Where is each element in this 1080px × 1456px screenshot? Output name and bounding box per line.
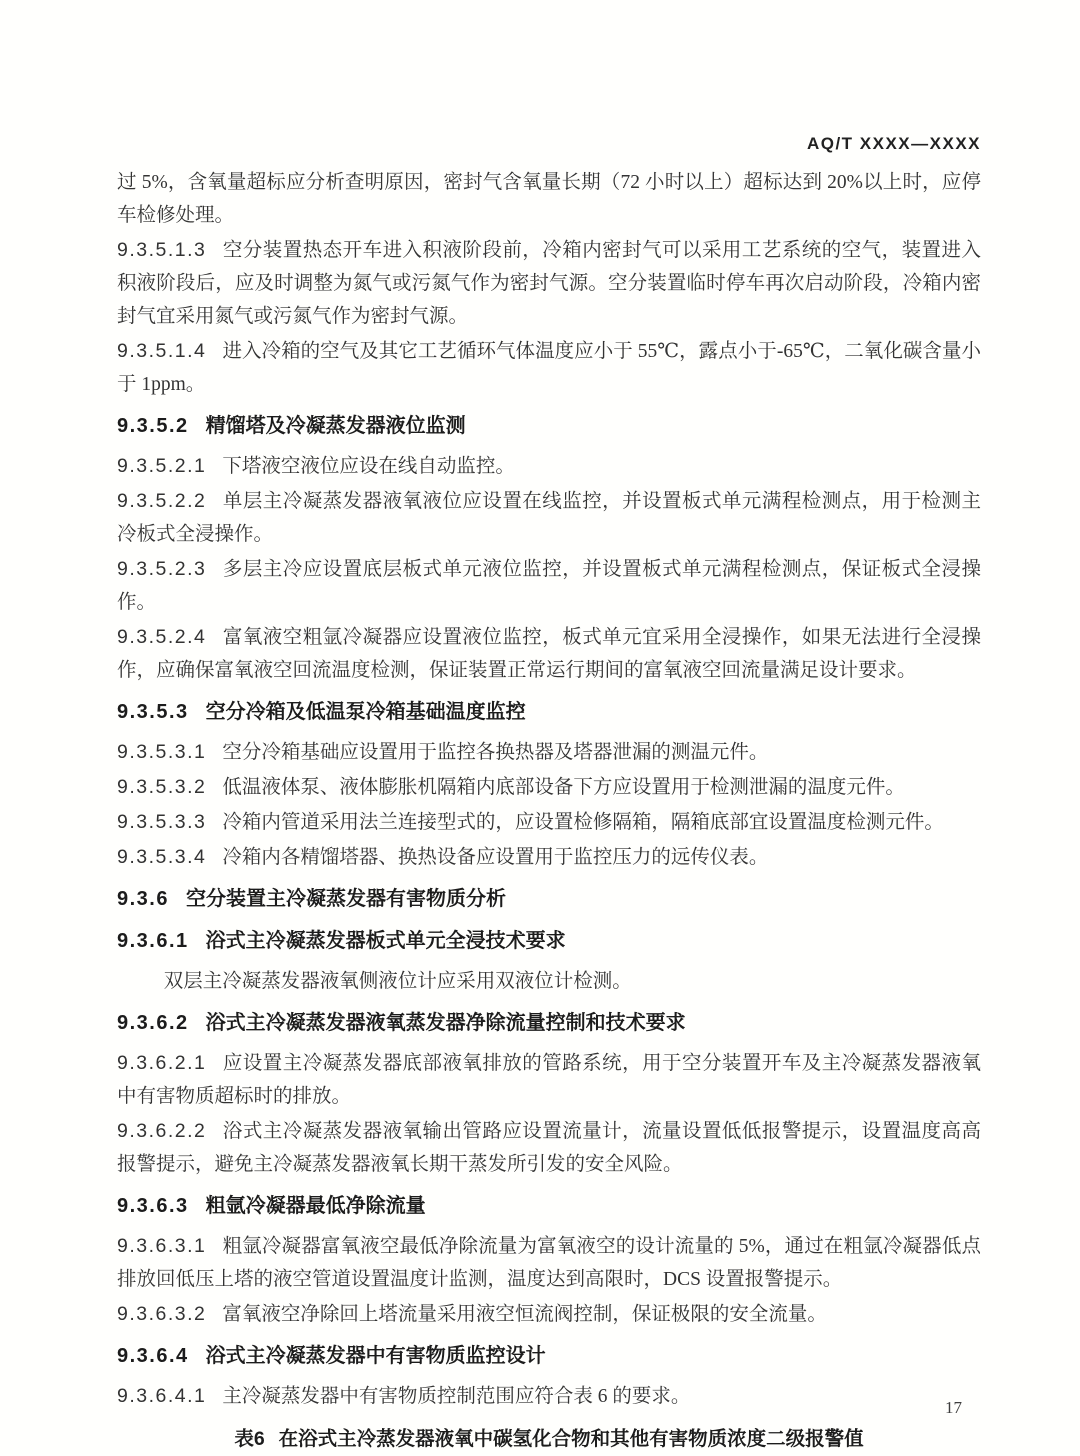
clause-heading	[117, 925, 981, 958]
clause-paragraph	[117, 1298, 981, 1331]
clause-heading	[117, 410, 981, 443]
paragraph-text: 富氧液空粗氩冷凝器应设置液位监控，板式单元宜采用全浸操作，如果无法进行全浸操作，应确保富氧液空回流温度检测，保证装置正常运行期间的富氧液空回流量满足设计要求。	[117, 627, 981, 681]
heading-text: 浴式主冷凝蒸发器板式单元全浸技术要求	[205, 930, 566, 952]
clause-number: 9.3.6.2.2	[117, 1120, 207, 1142]
clause-paragraph	[117, 485, 981, 551]
paragraph-text: 多层主冷应设置底层板式单元液位监控，并设置板式单元满程检测点，保证板式全浸操作。	[117, 559, 981, 613]
clause-paragraph	[117, 1115, 981, 1181]
paragraph-text: 冷箱内管道采用法兰连接型式的，应设置检修隔箱，隔箱底部宜设置温度检测元件。	[222, 812, 944, 833]
paragraph-text: 单层主冷凝蒸发器液氧液位应设置在线监控，并设置板式单元满程检测点，用于检测主冷板式全浸操作。	[117, 491, 981, 545]
clause-heading	[117, 1190, 981, 1223]
body-paragraph	[117, 166, 981, 232]
clause-paragraph	[117, 335, 981, 401]
paragraph-text: 冷箱内各精馏塔器、换热设备应设置用于监控压力的远传仪表。	[222, 847, 769, 868]
clause-paragraph	[117, 1230, 981, 1296]
clause-paragraph	[117, 234, 981, 333]
paragraph-text: 低温液体泵、液体膨胀机隔箱内底部设备下方应设置用于检测泄漏的温度元件。	[222, 777, 905, 798]
paragraph-text: 下塔液空液位应设在线自动监控。	[222, 456, 515, 477]
clause-number: 9.3.5.1.4	[117, 340, 207, 362]
paragraph-text: 富氧液空净除回上塔流量采用液空恒流阀控制，保证极限的安全流量。	[222, 1304, 827, 1325]
clause-paragraph	[117, 1380, 981, 1413]
clause-number: 9.3.5.2.4	[117, 626, 207, 648]
clause-heading	[117, 696, 981, 729]
clause-number: 9.3.5.2.3	[117, 558, 207, 580]
clause-number: 9.3.5.3	[117, 701, 189, 723]
clause-number: 9.3.5.2.2	[117, 490, 207, 512]
clause-heading	[117, 883, 981, 916]
paragraph-text: 在浴式主冷蒸发器液氧中碳氢化合物和其他有害物质浓度二级报警值	[278, 1428, 864, 1450]
clause-paragraph	[117, 450, 981, 483]
clause-number: 9.3.5.3.2	[117, 776, 207, 798]
clause-paragraph	[117, 736, 981, 769]
paragraph-text: 双层主冷凝蒸发器液氧侧液位计应采用双液位计检测。	[163, 971, 632, 992]
indented-paragraph	[117, 965, 981, 998]
clause-number: 9.3.6.4	[117, 1345, 189, 1367]
clause-number: 9.3.5.1.3	[117, 239, 207, 261]
paragraph-text: 空分冷箱基础应设置用于监控各换热器及塔器泄漏的测温元件。	[222, 742, 769, 763]
heading-text: 粗氩冷凝器最低净除流量	[205, 1195, 426, 1217]
clause-number: 9.3.6.3	[117, 1195, 189, 1217]
paragraph-text: 过 5%，含氧量超标应分析查明原因，密封气含氧量长期（72 小时以上）超标达到 20%以上时，应停车检修处理。	[117, 172, 981, 226]
clause-number: 9.3.5.2	[117, 415, 189, 437]
clause-number: 9.3.6.3.1	[117, 1235, 207, 1257]
paragraph-text: 空分装置热态开车进入积液阶段前，冷箱内密封气可以采用工艺系统的空气，装置进入积液阶段后，应及时调整为氮气或污氮气作为密封气源。空分装置临时停车再次启动阶段，冷箱内密封气宜采用氮气或污氮气作为密封气源。	[117, 240, 981, 327]
clause-number: 9.3.5.2.1	[117, 455, 207, 477]
clause-paragraph	[117, 621, 981, 687]
table-caption-label: 表6	[234, 1428, 265, 1450]
clause-paragraph	[117, 771, 981, 804]
clause-number: 9.3.6.2	[117, 1012, 189, 1034]
clause-paragraph	[117, 806, 981, 839]
paragraph-text: 主冷凝蒸发器中有害物质控制范围应符合表 6 的要求。	[222, 1386, 691, 1407]
document-body	[117, 166, 981, 1456]
table-caption	[117, 1423, 981, 1456]
paragraph-text: 浴式主冷凝蒸发器液氧输出管路应设置流量计，流量设置低低报警提示，设置温度高高报警提示，避免主冷凝蒸发器液氧长期干蒸发所引发的安全风险。	[117, 1121, 981, 1175]
clause-number: 9.3.6	[117, 888, 169, 910]
page-header	[807, 134, 981, 154]
paragraph-text: 粗氩冷凝器富氧液空最低净除流量为富氧液空的设计流量的 5%，通过在粗氩冷凝器低点排放回低压上塔的液空管道设置温度计监测，温度达到高限时，DCS 设置报警提示。	[117, 1236, 981, 1290]
heading-text: 精馏塔及冷凝蒸发器液位监测	[205, 415, 466, 437]
paragraph-text: 应设置主冷凝蒸发器底部液氧排放的管路系统，用于空分装置开车及主冷凝蒸发器液氧中有害物质超标时的排放。	[117, 1053, 981, 1107]
page-footer	[945, 1398, 962, 1418]
page-number: 17	[945, 1398, 962, 1417]
clause-heading	[117, 1340, 981, 1373]
paragraph-text: 进入冷箱的空气及其它工艺循环气体温度应小于 55℃，露点小于-65℃，二氧化碳含量小于 1ppm。	[117, 341, 981, 395]
clause-number: 9.3.6.1	[117, 930, 189, 952]
clause-heading	[117, 1007, 981, 1040]
heading-text: 浴式主冷凝蒸发器液氧蒸发器净除流量控制和技术要求	[205, 1012, 686, 1034]
clause-paragraph	[117, 1047, 981, 1113]
clause-paragraph	[117, 841, 981, 874]
clause-number: 9.3.6.4.1	[117, 1385, 207, 1407]
heading-text: 空分冷箱及低温泵冷箱基础温度监控	[205, 701, 526, 723]
clause-number: 9.3.6.2.1	[117, 1052, 207, 1074]
heading-text: 浴式主冷凝蒸发器中有害物质监控设计	[205, 1345, 546, 1367]
heading-text: 空分装置主冷凝蒸发器有害物质分析	[185, 888, 506, 910]
standard-code: AQ/T XXXX—XXXX	[806, 134, 981, 153]
clause-number: 9.3.6.3.2	[117, 1303, 207, 1325]
clause-paragraph	[117, 553, 981, 619]
clause-number: 9.3.5.3.3	[117, 811, 207, 833]
clause-number: 9.3.5.3.1	[117, 741, 207, 763]
clause-number: 9.3.5.3.4	[117, 846, 207, 868]
